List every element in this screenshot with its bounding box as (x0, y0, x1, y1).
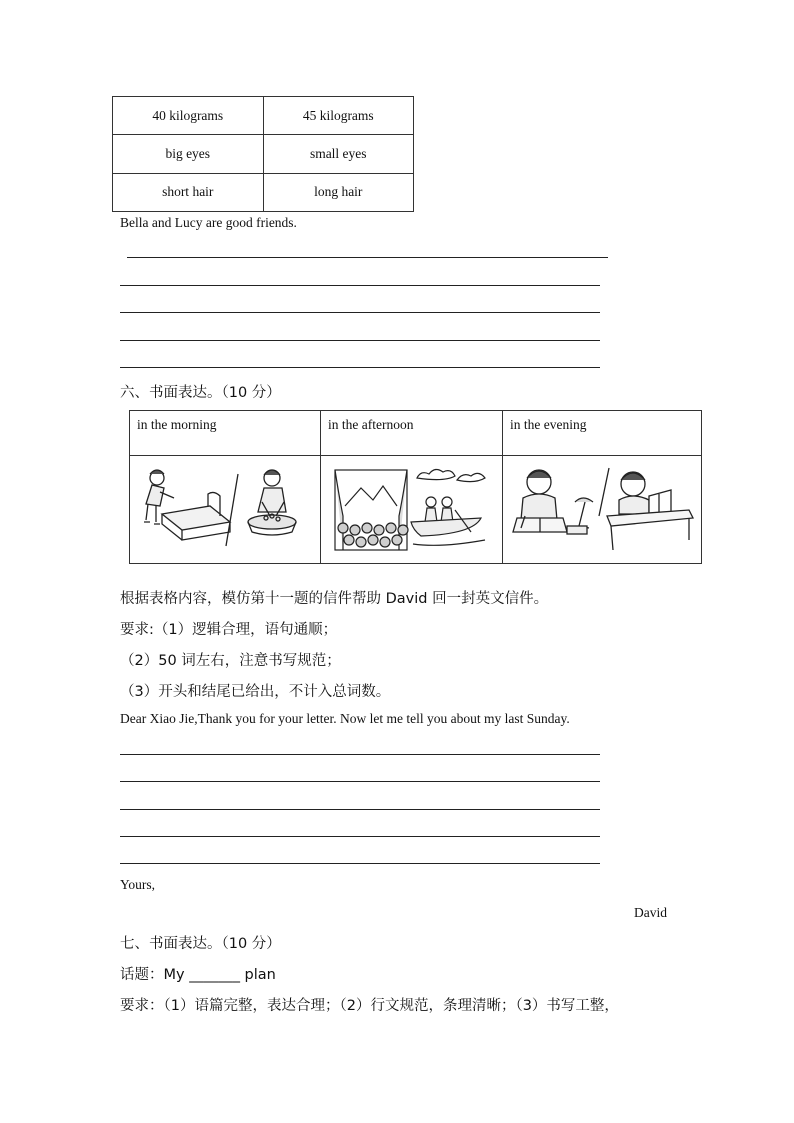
table-row (113, 97, 414, 135)
requirement-1: 要求:（1）逻辑合理，语句通顺； (120, 622, 338, 638)
doing-homework-and-reading-illustration (503, 456, 701, 563)
table-row (130, 411, 702, 456)
writing-line[interactable] (120, 367, 600, 368)
writing-line[interactable] (120, 809, 600, 810)
requirement-3: （3）开头和结尾已给出，不计入总词数。 (120, 684, 391, 700)
afternoon-picture (321, 456, 503, 564)
table-cell: small eyes (263, 135, 414, 173)
letter-instruction: 根据表格内容，模仿第十一题的信件帮助 David 回一封英文信件。 (120, 591, 549, 607)
table-row (130, 456, 702, 564)
table-cell: short hair (113, 173, 264, 211)
time-afternoon: in the afternoon (321, 411, 503, 456)
time-morning: in the morning (130, 411, 321, 456)
table-cell: 40 kilograms (113, 97, 264, 135)
writing-line[interactable] (120, 340, 600, 341)
writing-line[interactable] (127, 257, 608, 258)
section-7-heading: 七、书面表达。（10 分） (120, 936, 281, 952)
writing-line[interactable] (120, 863, 600, 864)
comparison-table (112, 96, 414, 212)
time-evening: in the evening (503, 411, 702, 456)
making-bed-and-washing-clothes-illustration (130, 456, 320, 563)
letter-closing: Yours, (120, 877, 156, 892)
writing-line[interactable] (120, 312, 600, 313)
writing-line[interactable] (120, 836, 600, 837)
morning-picture (130, 456, 321, 564)
section-6-heading: 六、书面表达。（10 分） (120, 385, 281, 401)
letter-opening: Dear Xiao Jie,Thank you for your letter. Now let me tell you about my last Sunday. (120, 711, 570, 726)
requirement-2: （2）50 词左右，注意书写规范； (120, 653, 341, 669)
writing-line[interactable] (120, 754, 600, 755)
writing-line[interactable] (120, 781, 600, 782)
intro-sentence: Bella and Lucy are good friends. (120, 215, 297, 230)
writing-line[interactable] (120, 285, 600, 286)
table-row (113, 135, 414, 173)
daily-activities-table (129, 410, 702, 564)
section-7-topic: 话题：My _______ plan (120, 967, 276, 983)
table-cell: 45 kilograms (263, 97, 414, 135)
table-cell: big eyes (113, 135, 264, 173)
section-7-requirements: 要求：（1）语篇完整，表达合理；（2）行文规范，条理清晰；（3）书写工整， (120, 998, 619, 1014)
table-row (113, 173, 414, 211)
boating-on-lake-illustration (321, 456, 502, 563)
table-cell: long hair (263, 173, 414, 211)
letter-signature: David (634, 905, 667, 920)
evening-picture (503, 456, 702, 564)
